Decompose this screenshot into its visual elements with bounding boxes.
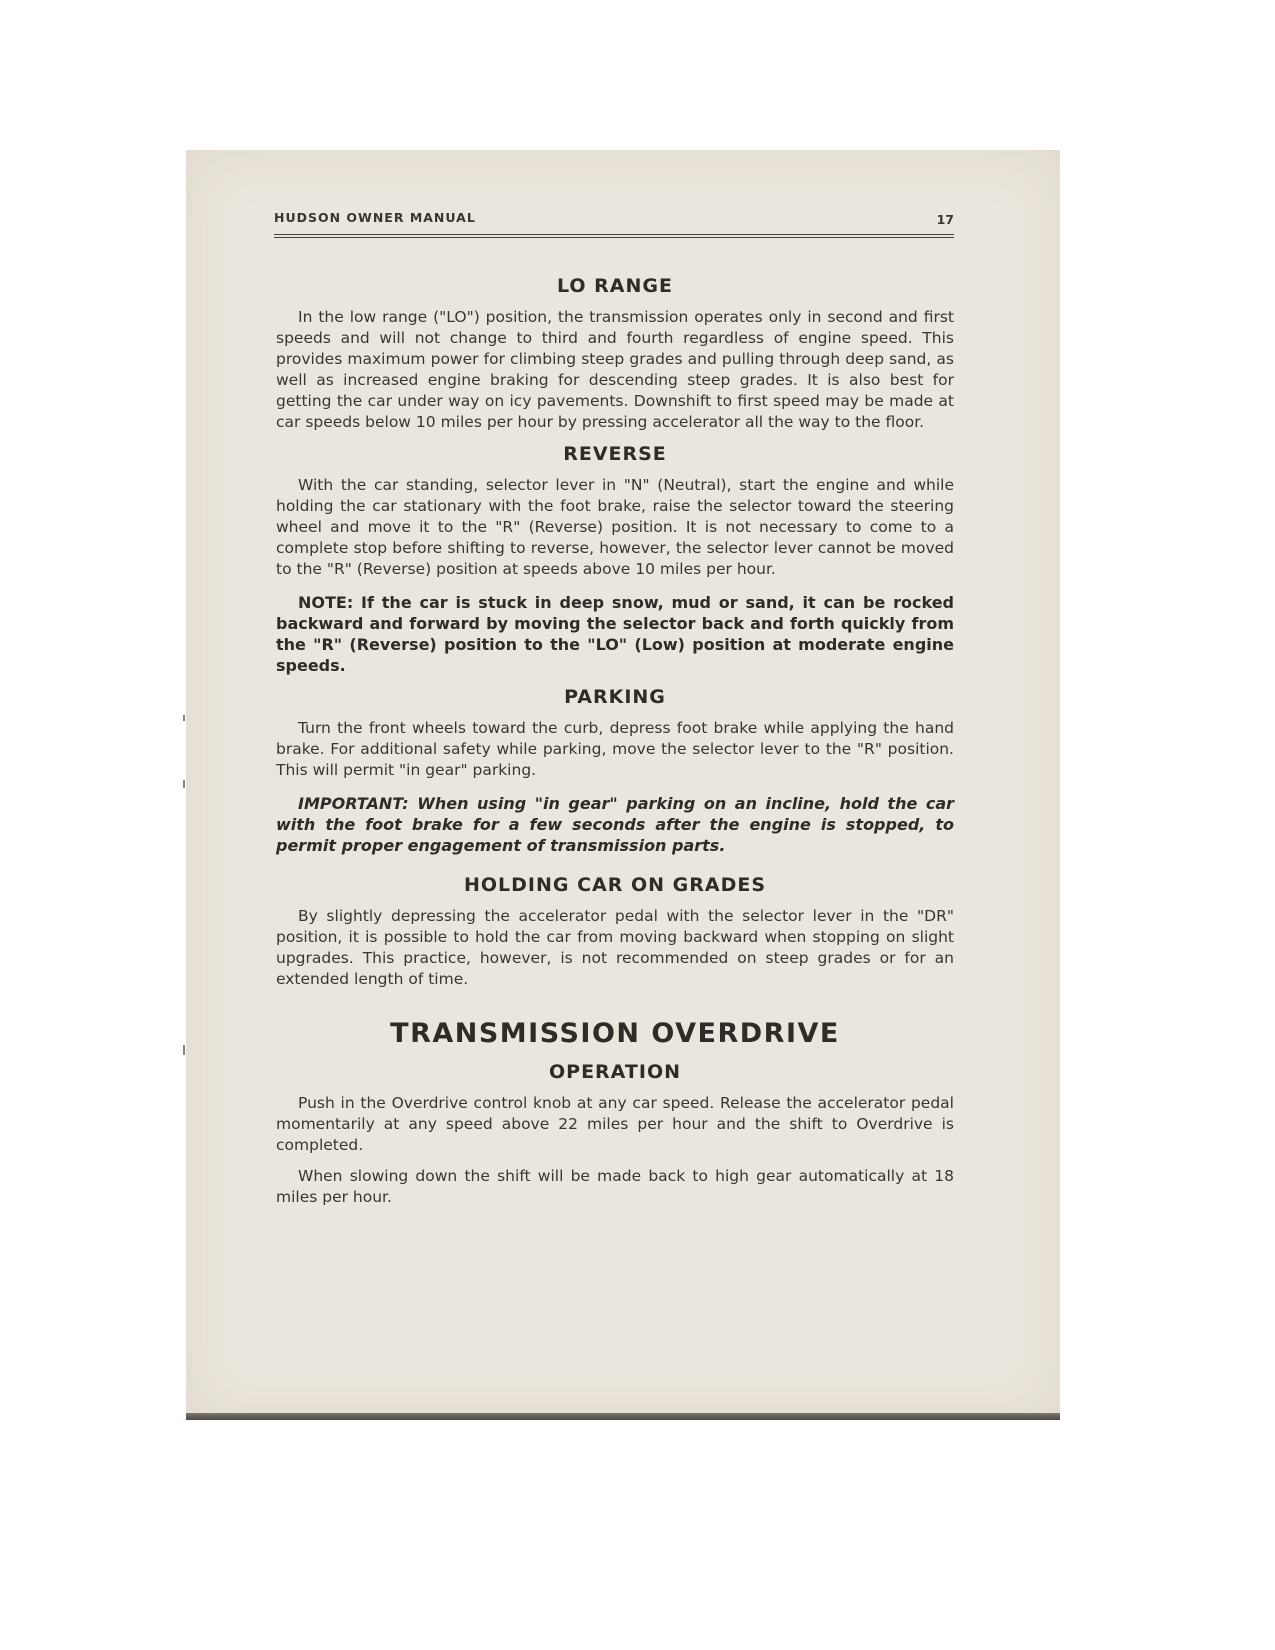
header-rule: [274, 234, 954, 238]
page-content: [276, 265, 954, 1218]
manual-page: [186, 150, 1060, 1420]
lo-range-paragraph: In the low range ("LO") position, the transmission operates only in second and first speeds and will not change to third and fourth regardless of engine speed. This provides maximum power for climbing steep grades and pulling through deep sand, as well as increased engine braking for descending steep grades. It is also best for getting the car under way on icy pavements. Downshift to first speed may be made at car speeds below 10 miles per hour by pressing accelerator all the way to the floor.: [276, 308, 954, 431]
page-bottom-edge: [186, 1413, 1060, 1420]
margin-mark: [183, 780, 185, 788]
reverse-note: NOTE: If the car is stuck in deep snow, mud or sand, it can be rocked backward and forward by moving the selector back and forth quickly from the "R" (Reverse) position to the "LO" (Low) position at moderate engine speeds.: [276, 593, 954, 675]
margin-mark: [183, 715, 185, 721]
holding-paragraph: By slightly depressing the accelerator pedal with the selector lever in the "DR" position, it is possible to hold the car from moving backward when stopping on slight upgrades. This practice, however, is not recommended on steep grades or for an extended length of time.: [276, 907, 954, 988]
reverse-heading: REVERSE: [563, 443, 667, 465]
parking-heading: PARKING: [564, 686, 666, 708]
parking-paragraph: Turn the front wheels toward the curb, depress foot brake while applying the hand brake. For additional safety while parking, move the selector lever to the "R" position. This will permit "in gear" parking.: [276, 719, 954, 779]
page-number: 17: [936, 212, 954, 227]
holding-heading: HOLDING CAR ON GRADES: [463, 874, 767, 896]
operation-heading: OPERATION: [549, 1061, 681, 1083]
overdrive-chapter-title: TRANSMISSION OVERDRIVE: [390, 1018, 840, 1049]
page-header: [274, 210, 954, 232]
reverse-paragraph: With the car standing, selector lever in "N" (Neutral), start the engine and while holding the car stationary with the foot brake, raise the selector toward the steering wheel and move it to the "R" (Reverse) position. It is not necessary to come to a complete stop before shifting to reverse, however, the selector lever cannot be moved to the "R" (Reverse) position at speeds above 10 miles per hour.: [276, 476, 954, 578]
lo-range-heading: LO RANGE: [556, 275, 673, 297]
margin-mark: [183, 1045, 185, 1055]
operation-paragraph-2: When slowing down the shift will be made back to high gear automatically at 18 miles per hour.: [276, 1167, 954, 1206]
parking-important-note: IMPORTANT: When using "in gear" parking on an incline, hold the car with the foot brake for a few seconds after the engine is stopped, to permit proper engagement of transmission parts.: [276, 794, 954, 855]
operation-paragraph-1: Push in the Overdrive control knob at any car speed. Release the accelerator pedal momentarily at any speed above 22 miles per hour and the shift to Overdrive is completed.: [276, 1094, 954, 1154]
running-head: HUDSON OWNER MANUAL: [274, 210, 476, 225]
